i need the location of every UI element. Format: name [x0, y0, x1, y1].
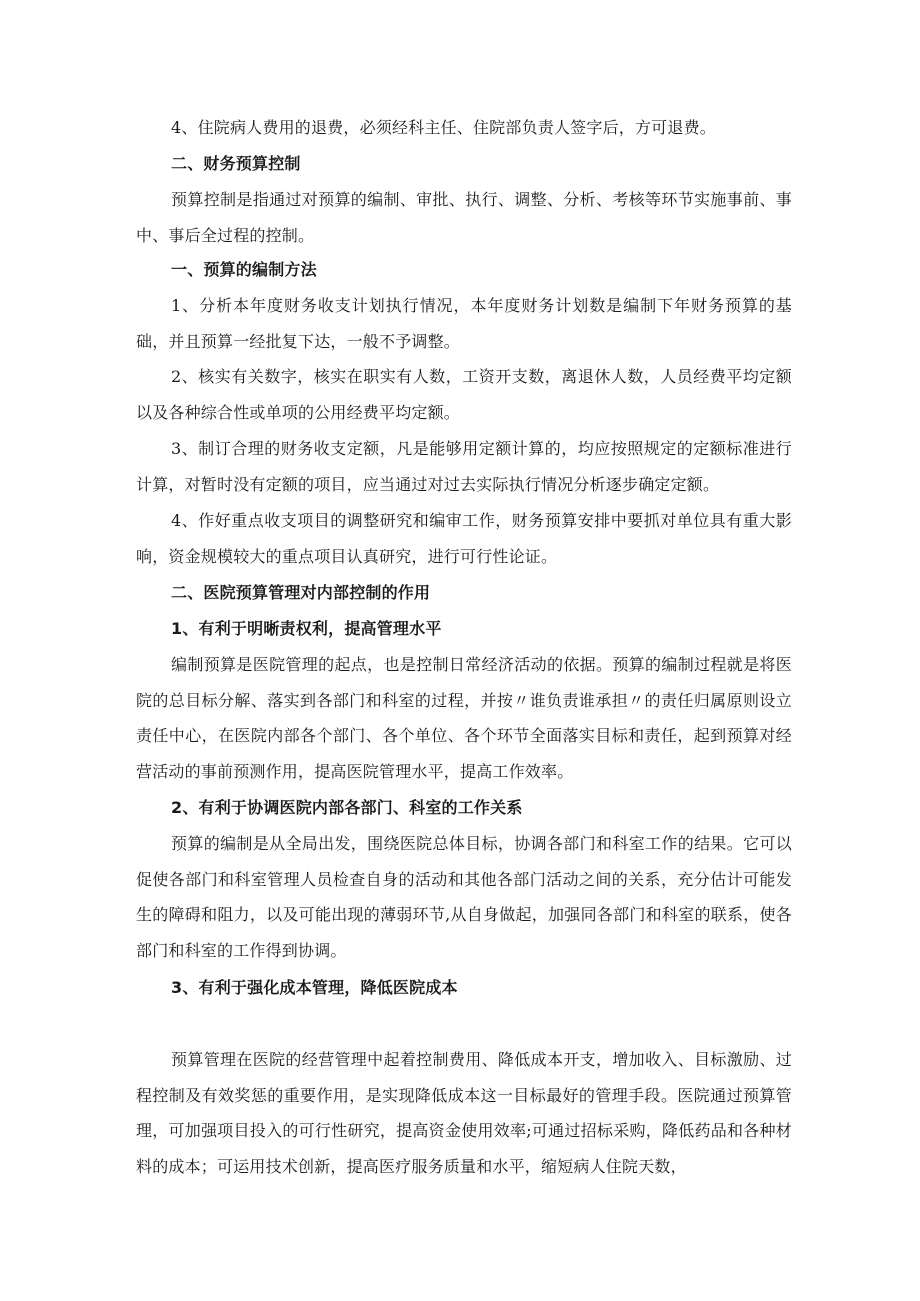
paragraph-method-2: 2、核实有关数字，核实在职实有人数，工资开支数，离退休人数，人员经费平均定额以及各种综合性或单项的公用经费平均定额。 [136, 367, 792, 422]
heading-role-2: 2、有利于协调医院内部各部门、科室的工作关系 [171, 798, 523, 817]
paragraph-role-3: 预算管理在医院的经营管理中起着控制费用、降低成本开支，增加收入、目标激励、过程控制及有效奖惩的重要作用，是实现降低成本这一目标最好的管理手段。医院通过预算管理，可加强项目投入的可行性研究，提高资金使用效率;可通过招标采购，降低药品和各种材料的成本；可运用技术创新，提高医疗服务质量和水平，缩短病人住院天数， [136, 1050, 792, 1176]
paragraph-method-1: 1、分析本年度财务收支计划执行情况，本年度财务计划数是编制下年财务预算的基础，并且预算一经批复下达，一般不予调整。 [136, 296, 792, 351]
paragraph-role-2: 预算的编制是从全局出发，围绕医院总体目标，协调各部门和科室工作的结果。它可以促使各部门和科室管理人员检查自身的活动和其他各部门活动之间的关系，充分估计可能发生的障碍和阻力，以及可能出现的薄弱环节,从自身做起，加强同各部门和科室的联系，使各部门和科室的工作得到协调。 [136, 834, 792, 960]
heading-budget-control: 二、财务预算控制 [171, 154, 301, 173]
paragraph-budget-control: 预算控制是指通过对预算的编制、审批、执行、调整、分析、考核等环节实施事前、事中、事后全过程的控制。 [136, 190, 792, 245]
heading-role-1: 1、有利于明晰责权利，提高管理水平 [171, 619, 442, 638]
heading-preparation-method: 一、预算的编制方法 [171, 260, 317, 279]
paragraph-refund: 4、住院病人费用的退费，必须经科主任、住院部负责人签字后，方可退费。 [171, 118, 716, 137]
paragraph-role-1: 编制预算是医院管理的起点，也是控制日常经济活动的依据。预算的编制过程就是将医院的总目标分解、落实到各部门和科室的过程，并按〃谁负责谁承担〃的责任归属原则设立责任中心，在医院内部各个部门、各个单位、各个环节全面落实目标和责任，起到预算对经营活动的事前预测作用，提高医院管理水平，提高工作效率。 [136, 655, 792, 781]
heading-internal-control-role: 二、医院预算管理对内部控制的作用 [171, 583, 431, 602]
heading-role-3: 3、有利于强化成本管理，降低医院成本 [171, 978, 458, 997]
paragraph-method-3: 3、制订合理的财务收支定额，凡是能够用定额计算的，均应按照规定的定额标准进行计算，对暂时没有定额的项目，应当通过对过去实际执行情况分析逐步确定定额。 [136, 439, 792, 494]
paragraph-method-4: 4、作好重点收支项目的调整研究和编审工作，财务预算安排中要抓对单位具有重大影响，资金规模较大的重点项目认真研究，进行可行性论证。 [136, 511, 792, 566]
